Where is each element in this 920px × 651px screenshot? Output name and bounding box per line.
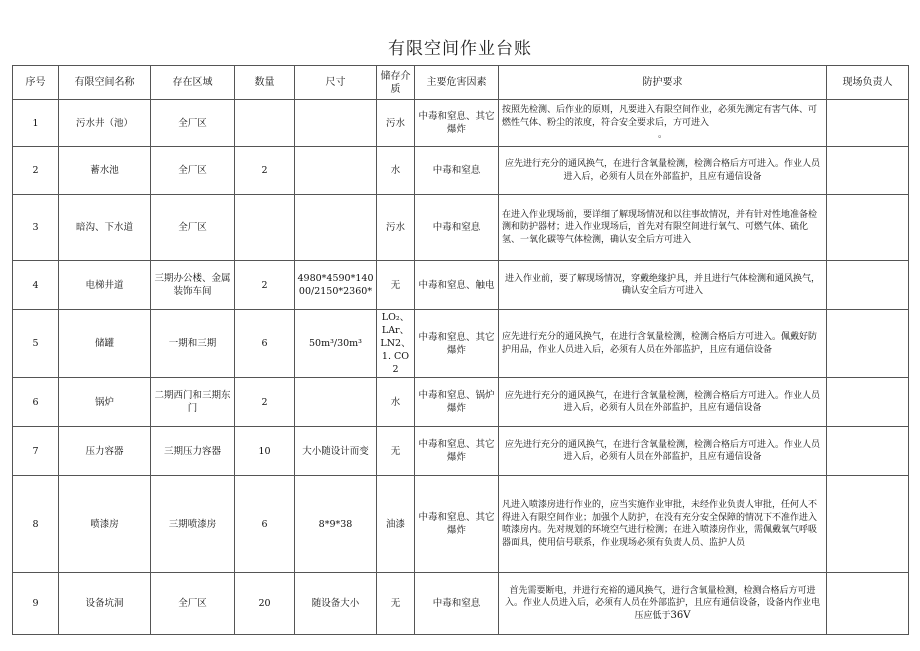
cell-qty: 6 — [235, 476, 295, 573]
cell-medium: 水 — [377, 147, 415, 195]
cell-hazard: 中毒和窒息 — [415, 573, 499, 635]
protection-text: 首先需要断电，并进行充裕的通风换气，进行含氧量检测，检测合格后方可进入。作业人员进入后，必须有人员在外部监护，且应有通信设备，设备内作业电压应低于 — [504, 585, 820, 621]
cell-area: 全厂区 — [151, 147, 235, 195]
cell-no: 9 — [13, 573, 59, 635]
cell-name: 暗沟、下水道 — [59, 195, 151, 261]
cell-protection: 应先进行充分的通风换气，在进行含氧量检测，检测合格后方可进入。作业人员进入后，必须有人员在外部监护，且应有通信设备 — [499, 147, 827, 195]
cell-person — [827, 147, 909, 195]
cell-hazard: 中毒和窒息、其它爆炸 — [415, 310, 499, 378]
cell-hazard: 中毒和窒息、其它爆炸 — [415, 100, 499, 147]
header-protection: 防护要求 — [499, 66, 827, 100]
cell-protection — [499, 100, 827, 147]
table-row — [13, 476, 909, 573]
cell-area: 全厂区 — [151, 195, 235, 261]
header-qty: 数量 — [235, 66, 295, 100]
cell-person — [827, 310, 909, 378]
cell-no: 1 — [13, 100, 59, 147]
cell-person — [827, 476, 909, 573]
header-area: 存在区域 — [151, 66, 235, 100]
header-size: 尺寸 — [295, 66, 377, 100]
cell-medium: 油漆 — [377, 476, 415, 573]
confined-space-ledger-table — [12, 65, 909, 635]
cell-no: 2 — [13, 147, 59, 195]
table-row — [13, 378, 909, 427]
cell-size — [295, 378, 377, 427]
cell-medium: 污水 — [377, 100, 415, 147]
cell-name: 压力容器 — [59, 427, 151, 476]
table-row — [13, 261, 909, 310]
page-title: 有限空间作业台账 — [388, 39, 532, 59]
cell-qty: 20 — [235, 573, 295, 635]
cell-no: 8 — [13, 476, 59, 573]
cell-area: 二期西门和三期东门 — [151, 378, 235, 427]
cell-qty: 6 — [235, 310, 295, 378]
cell-hazard: 中毒和窒息 — [415, 195, 499, 261]
cell-area: 全厂区 — [151, 100, 235, 147]
cell-no: 3 — [13, 195, 59, 261]
cell-size — [295, 100, 377, 147]
cell-medium: LO₂、LAr、LN2、1. CO2 — [377, 310, 415, 378]
cell-area: 一期和三期 — [151, 310, 235, 378]
cell-person — [827, 573, 909, 635]
cell-no: 6 — [13, 378, 59, 427]
cell-protection: 应先进行充分的通风换气，在进行含氧量检测，检测合格后方可进入。作业人员进入后，必须有人员在外部监护，且应有通信设备 — [499, 427, 827, 476]
cell-name: 设备坑洞 — [59, 573, 151, 635]
cell-area: 三期喷漆房 — [151, 476, 235, 573]
cell-person — [827, 378, 909, 427]
cell-area: 三期压力容器 — [151, 427, 235, 476]
header-no: 序号 — [13, 66, 59, 100]
cell-medium: 水 — [377, 378, 415, 427]
table-row — [13, 195, 909, 261]
cell-no: 4 — [13, 261, 59, 310]
protection-voltage: 36V — [670, 609, 691, 621]
protection-tail: 。 — [657, 130, 667, 141]
table-row — [13, 310, 909, 378]
cell-size: 随设备大小 — [295, 573, 377, 635]
table-row — [13, 147, 909, 195]
cell-qty: 2 — [235, 378, 295, 427]
cell-hazard: 中毒和窒息、其它爆炸 — [415, 427, 499, 476]
protection-text: 按照先检测、后作业的原则，凡要进入有限空间作业，必须先测定有害气体、可燃性气体、粉尘的浓度，符合安全要求后，方可进入 — [502, 105, 818, 128]
cell-protection: 在进入作业现场前，要详细了解现场情况和以往事故情况，并有针对性地准备检测和防护器材；进入作业现场后，首先对有限空间进行氧气、可燃气体、硫化氢、一氧化碳等气体检测，确认安全后方可进入 — [499, 195, 827, 261]
cell-person — [827, 427, 909, 476]
cell-qty — [235, 100, 295, 147]
header-medium: 储存介质 — [377, 66, 415, 100]
table-header-row — [13, 66, 909, 100]
header-name: 有限空间名称 — [59, 66, 151, 100]
cell-size: 8*9*38 — [295, 476, 377, 573]
cell-protection — [499, 573, 827, 635]
cell-name: 锅炉 — [59, 378, 151, 427]
cell-medium: 无 — [377, 427, 415, 476]
table-row — [13, 100, 909, 147]
table-row — [13, 427, 909, 476]
cell-size: 4980*4590*14000/2150*2360* — [295, 261, 377, 310]
cell-protection: 凡进入喷漆房进行作业的，应当实施作业审批，未经作业负责人审批，任何人不得进入有限空间作业；加强个人防护，在没有充分安全保障的情况下不准作进入喷漆房内。先对规划的环境空气进行检测；在进入喷漆房作业，需佩戴氧气呼吸器面具，使用信号联系，作业现场必须有负责人员、监护人员 — [499, 476, 827, 573]
cell-size — [295, 147, 377, 195]
cell-qty: 2 — [235, 261, 295, 310]
cell-area: 全厂区 — [151, 573, 235, 635]
cell-person — [827, 195, 909, 261]
cell-medium: 污水 — [377, 195, 415, 261]
cell-name: 喷漆房 — [59, 476, 151, 573]
cell-person — [827, 100, 909, 147]
cell-name: 蓄水池 — [59, 147, 151, 195]
cell-qty: 2 — [235, 147, 295, 195]
cell-name: 污水井（池） — [59, 100, 151, 147]
cell-no: 7 — [13, 427, 59, 476]
cell-size: 大小随设计而变 — [295, 427, 377, 476]
cell-name: 储罐 — [59, 310, 151, 378]
cell-qty: 10 — [235, 427, 295, 476]
cell-area: 三期办公楼、金属装饰车间 — [151, 261, 235, 310]
cell-medium: 无 — [377, 261, 415, 310]
cell-hazard: 中毒和窒息 — [415, 147, 499, 195]
cell-hazard: 中毒和窒息、锅炉爆炸 — [415, 378, 499, 427]
cell-medium: 无 — [377, 573, 415, 635]
header-person: 现场负责人 — [827, 66, 909, 100]
cell-size: 50m³/30m³ — [295, 310, 377, 378]
cell-name: 电梯井道 — [59, 261, 151, 310]
cell-hazard: 中毒和窒息、其它爆炸 — [415, 476, 499, 573]
cell-protection: 进入作业前，要了解现场情况，穿戴绝缘护具，并且进行气体检测和通风换气，确认安全后方可进入 — [499, 261, 827, 310]
cell-person — [827, 261, 909, 310]
cell-qty — [235, 195, 295, 261]
cell-protection: 应先进行充分的通风换气，在进行含氧量检测，检测合格后方可进入。佩戴好防护用品，作业人员进入后，必须有人员在外部监护，且应有通信设备 — [499, 310, 827, 378]
cell-hazard: 中毒和窒息、触电 — [415, 261, 499, 310]
cell-no: 5 — [13, 310, 59, 378]
cell-size — [295, 195, 377, 261]
header-hazard: 主要危害因素 — [415, 66, 499, 100]
table-row — [13, 573, 909, 635]
cell-protection: 应先进行充分的通风换气，在进行含氧量检测，检测合格后方可进入。作业人员进入后，必须有人员在外部监护，且应有通信设备 — [499, 378, 827, 427]
